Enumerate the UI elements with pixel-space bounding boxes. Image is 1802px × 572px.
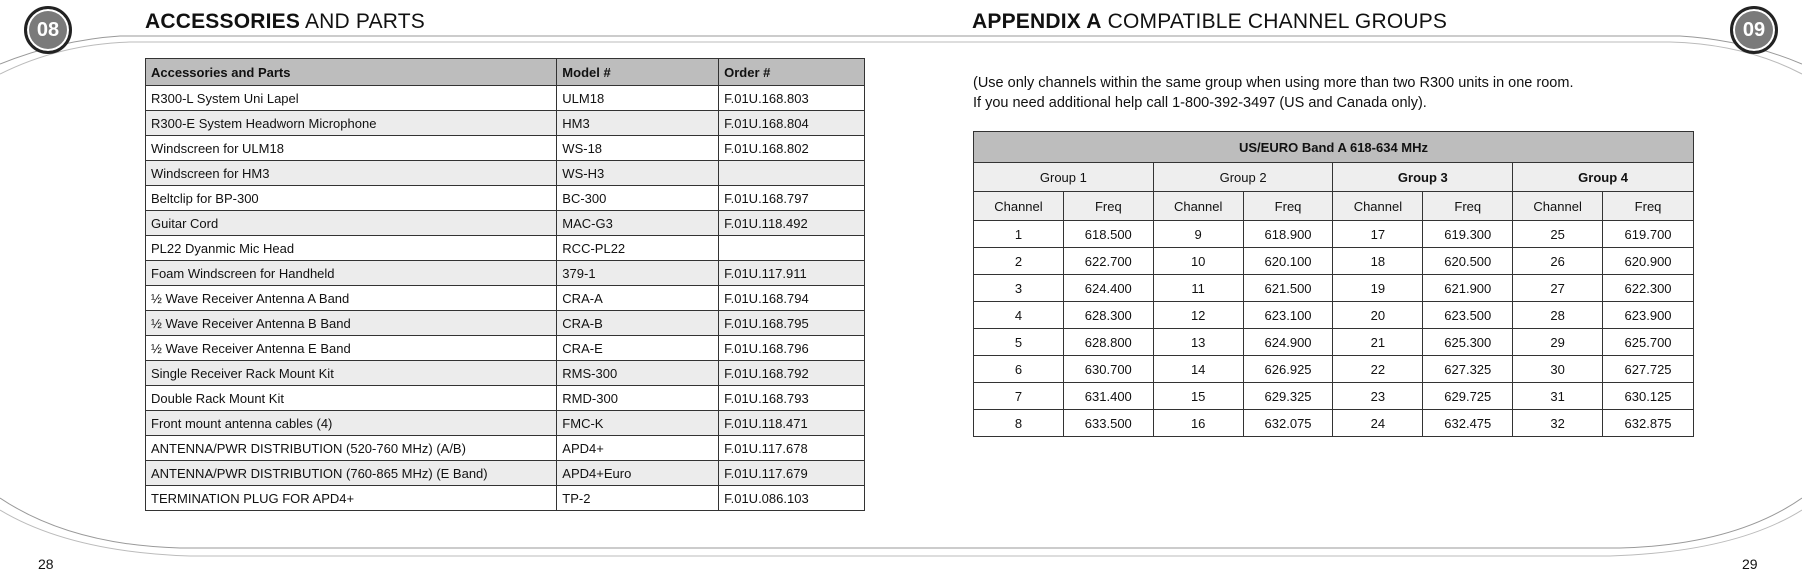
freq-cell: 625.300 [1423,329,1513,356]
channel-cell: 27 [1513,275,1603,302]
freq-cell: 623.100 [1243,302,1333,329]
channel-cell: 4 [974,302,1064,329]
part-name-cell: Foam Windscreen for Handheld [146,261,557,286]
page-title-bold: APPENDIX A [972,10,1102,33]
sub-header-row [974,192,1694,221]
chapter-badge: 09 [1730,6,1778,54]
table-header-row [146,59,865,86]
group-header: Group 4 [1513,163,1694,192]
channel-cell: 6 [974,356,1064,383]
accessories-table [145,58,865,511]
table-row [146,386,865,411]
channel-groups-table [973,131,1694,437]
part-name-cell: Front mount antenna cables (4) [146,411,557,436]
order-cell: F.01U.168.802 [719,136,865,161]
model-cell: TP-2 [557,486,719,511]
model-cell: CRA-A [557,286,719,311]
channel-cell: 25 [1513,221,1603,248]
part-name-cell: ANTENNA/PWR DISTRIBUTION (520-760 MHz) (A/B) [146,436,557,461]
model-cell: RMS-300 [557,361,719,386]
page-title [145,10,425,34]
table-row [146,286,865,311]
table-row [974,356,1694,383]
table-row [146,111,865,136]
part-name-cell: PL22 Dyanmic Mic Head [146,236,557,261]
freq-cell: 620.500 [1423,248,1513,275]
group-header: Group 2 [1153,163,1333,192]
channel-cell: 11 [1153,275,1243,302]
order-cell: F.01U.168.803 [719,86,865,111]
freq-cell: 626.925 [1243,356,1333,383]
order-cell: F.01U.118.492 [719,211,865,236]
model-cell: CRA-E [557,336,719,361]
table-title-row [974,132,1694,163]
table-row [146,211,865,236]
part-name-cell: Beltclip for BP-300 [146,186,557,211]
part-name-cell: Double Rack Mount Kit [146,386,557,411]
freq-cell: 620.100 [1243,248,1333,275]
part-name-cell: ½ Wave Receiver Antenna B Band [146,311,557,336]
order-cell: F.01U.168.804 [719,111,865,136]
freq-cell: 623.900 [1603,302,1694,329]
order-cell: F.01U.168.795 [719,311,865,336]
channel-cell: 17 [1333,221,1423,248]
model-cell: APD4+Euro [557,461,719,486]
table-row [146,236,865,261]
freq-cell: 618.500 [1063,221,1153,248]
freq-header: Freq [1603,192,1694,221]
order-cell: F.01U.168.794 [719,286,865,311]
model-cell: WS-H3 [557,161,719,186]
freq-cell: 627.725 [1603,356,1694,383]
model-cell: BC-300 [557,186,719,211]
column-header: Model # [557,59,719,86]
channel-cell: 29 [1513,329,1603,356]
freq-cell: 630.700 [1063,356,1153,383]
channel-header: Channel [974,192,1064,221]
page-number: 29 [1742,556,1758,572]
channel-cell: 21 [1333,329,1423,356]
order-cell: F.01U.118.471 [719,411,865,436]
model-cell: ULM18 [557,86,719,111]
group-header: Group 1 [974,163,1154,192]
page-title-bold: ACCESSORIES [145,10,301,33]
part-name-cell: Single Receiver Rack Mount Kit [146,361,557,386]
channel-cell: 7 [974,383,1064,410]
channel-cell: 28 [1513,302,1603,329]
freq-header: Freq [1063,192,1153,221]
freq-cell: 620.900 [1603,248,1694,275]
part-name-cell: ½ Wave Receiver Antenna E Band [146,336,557,361]
table-row [146,361,865,386]
table-row [146,436,865,461]
model-cell: 379-1 [557,261,719,286]
part-name-cell: Guitar Cord [146,211,557,236]
accessories-table-body [146,86,865,511]
model-cell: FMC-K [557,411,719,436]
table-row [146,311,865,336]
channel-cell: 2 [974,248,1064,275]
table-row [146,161,865,186]
order-cell: F.01U.168.797 [719,186,865,211]
freq-cell: 628.300 [1063,302,1153,329]
freq-cell: 631.400 [1063,383,1153,410]
model-cell: RMD-300 [557,386,719,411]
usage-note-line: (Use only channels within the same group when using more than two R300 units in one room. [973,75,1574,91]
table-title: US/EURO Band A 618-634 MHz [974,132,1694,163]
table-row [974,410,1694,437]
order-cell [719,236,865,261]
freq-cell: 628.800 [1063,329,1153,356]
freq-cell: 622.300 [1603,275,1694,302]
table-row [974,221,1694,248]
part-name-cell: Windscreen for HM3 [146,161,557,186]
freq-cell: 630.125 [1603,383,1694,410]
part-name-cell: R300-E System Headworn Microphone [146,111,557,136]
channel-cell: 5 [974,329,1064,356]
freq-cell: 622.700 [1063,248,1153,275]
page-title-rest: AND PARTS [300,10,426,33]
freq-cell: 633.500 [1063,410,1153,437]
freq-cell: 619.700 [1603,221,1694,248]
channel-cell: 18 [1333,248,1423,275]
part-name-cell: ANTENNA/PWR DISTRIBUTION (760-865 MHz) (E Band) [146,461,557,486]
channel-cell: 15 [1153,383,1243,410]
channel-cell: 24 [1333,410,1423,437]
model-cell: RCC-PL22 [557,236,719,261]
channel-header: Channel [1333,192,1423,221]
order-cell: F.01U.168.793 [719,386,865,411]
freq-cell: 619.300 [1423,221,1513,248]
part-name-cell: R300-L System Uni Lapel [146,86,557,111]
chapter-badge: 08 [24,6,72,54]
freq-cell: 624.900 [1243,329,1333,356]
channel-cell: 20 [1333,302,1423,329]
freq-header: Freq [1243,192,1333,221]
part-name-cell: TERMINATION PLUG FOR APD4+ [146,486,557,511]
order-cell [719,161,865,186]
model-cell: HM3 [557,111,719,136]
table-row [974,248,1694,275]
model-cell: MAC-G3 [557,211,719,236]
table-row [974,383,1694,410]
order-cell: F.01U.117.679 [719,461,865,486]
freq-cell: 624.400 [1063,275,1153,302]
table-row [146,411,865,436]
order-cell: F.01U.117.911 [719,261,865,286]
freq-cell: 621.900 [1423,275,1513,302]
channel-cell: 22 [1333,356,1423,383]
order-cell: F.01U.086.103 [719,486,865,511]
channel-cell: 1 [974,221,1064,248]
usage-note [973,73,1573,113]
column-header: Order # [719,59,865,86]
channel-cell: 23 [1333,383,1423,410]
freq-cell: 623.500 [1423,302,1513,329]
part-name-cell: Windscreen for ULM18 [146,136,557,161]
channel-cell: 30 [1513,356,1603,383]
freq-cell: 632.075 [1243,410,1333,437]
freq-cell: 618.900 [1243,221,1333,248]
model-cell: WS-18 [557,136,719,161]
table-row [146,461,865,486]
column-header: Accessories and Parts [146,59,557,86]
freq-cell: 627.325 [1423,356,1513,383]
table-row [974,329,1694,356]
channel-cell: 9 [1153,221,1243,248]
page-title-rest: COMPATIBLE CHANNEL GROUPS [1101,10,1448,33]
page-number: 28 [38,556,54,572]
freq-cell: 629.325 [1243,383,1333,410]
usage-note-line: If you need additional help call 1-800-392-3497 (US and Canada only). [973,95,1427,111]
table-row [146,486,865,511]
table-row [146,186,865,211]
freq-cell: 632.875 [1603,410,1694,437]
channel-cell: 32 [1513,410,1603,437]
part-name-cell: ½ Wave Receiver Antenna A Band [146,286,557,311]
channel-cell: 10 [1153,248,1243,275]
channel-cell: 16 [1153,410,1243,437]
table-row [146,261,865,286]
table-row [974,302,1694,329]
order-cell: F.01U.168.792 [719,361,865,386]
table-row [146,336,865,361]
channel-cell: 8 [974,410,1064,437]
group-header: Group 3 [1333,163,1513,192]
freq-cell: 621.500 [1243,275,1333,302]
page-title [972,10,1447,34]
model-cell: APD4+ [557,436,719,461]
group-header-row [974,163,1694,192]
channel-groups-table-body [974,221,1694,437]
table-row [146,136,865,161]
freq-cell: 625.700 [1603,329,1694,356]
order-cell: F.01U.117.678 [719,436,865,461]
channel-cell: 19 [1333,275,1423,302]
channel-cell: 31 [1513,383,1603,410]
channel-header: Channel [1513,192,1603,221]
channel-cell: 26 [1513,248,1603,275]
channel-cell: 14 [1153,356,1243,383]
freq-cell: 629.725 [1423,383,1513,410]
freq-cell: 632.475 [1423,410,1513,437]
table-row [974,275,1694,302]
channel-cell: 13 [1153,329,1243,356]
table-row [146,86,865,111]
channel-header: Channel [1153,192,1243,221]
order-cell: F.01U.168.796 [719,336,865,361]
model-cell: CRA-B [557,311,719,336]
channel-cell: 12 [1153,302,1243,329]
channel-cell: 3 [974,275,1064,302]
freq-header: Freq [1423,192,1513,221]
